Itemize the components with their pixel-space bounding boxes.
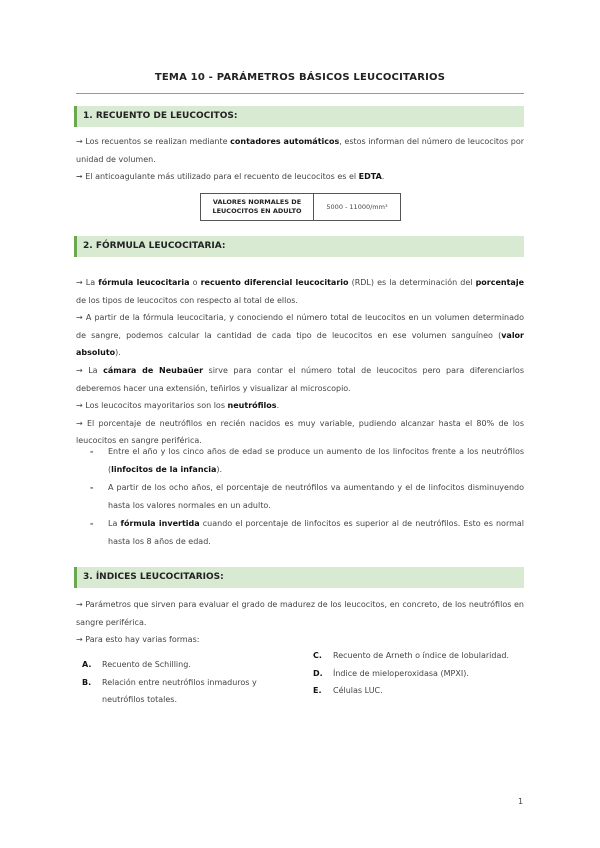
table-label-cell: VALORES NORMALES DE LEUCOCITOS EN ADULTO: [201, 194, 314, 221]
methods-list-right: [313, 647, 524, 700]
section-heading-indices: 3. ÍNDICES LEUCOCITARIOS:: [74, 567, 524, 588]
section-heading-formula: 2. FÓRMULA LEUCOCITARIA:: [74, 236, 524, 257]
table-value-cell: 5000 - 11000/mm³: [314, 194, 401, 221]
list-letter: E.: [313, 686, 322, 696]
bold-term: contadores automáticos: [230, 137, 340, 146]
bold-term: EDTA: [358, 172, 382, 182]
list-letter: A.: [82, 660, 92, 669]
text-run: ).: [216, 464, 223, 474]
text-run: → Parámetros que sirven para evaluar el grado de madurez de los leucocitos, en concreto, de los neutrófilos en sangre periférica.: [76, 600, 524, 627]
paragraph: [76, 309, 524, 362]
list-item: [82, 674, 282, 709]
bold-term: neutrófilos: [227, 401, 277, 411]
bullet-item: [90, 443, 524, 478]
text-run: de los tipos de leucocitos con respecto al total de ellos.: [76, 295, 298, 305]
paragraph: [76, 274, 524, 309]
text-run: → La: [76, 278, 99, 287]
text-run: o: [189, 278, 201, 287]
list-letter: C.: [313, 651, 322, 660]
list-item: [313, 665, 524, 683]
section-3-body: [76, 596, 524, 649]
text-run: , estos informan del número de leucocitos por unidad de volumen.: [76, 137, 525, 164]
text-run: → Los recuentos se realizan mediante: [76, 137, 231, 146]
list-text: Recuento de Arneth o índice de lobularidad.: [333, 651, 510, 660]
list-text: Relación entre neutrófilos inmaduros y neutrófilos totales.: [102, 677, 257, 705]
paragraph: [76, 168, 524, 186]
section-1-body: [76, 133, 524, 186]
paragraph: [76, 362, 524, 397]
bullet-item: [90, 515, 524, 550]
text-run: Entre el año y los cinco años de edad se produce un aumento de los linfocitos frente a los neutrófilos (: [108, 447, 524, 474]
text-run: → Los leucocitos mayoritarios son los: [76, 401, 228, 411]
text-run: .: [381, 172, 385, 182]
list-text: Índice de mieloperoxidasa (MPXI).: [333, 668, 469, 678]
bold-term: cámara de Neubaüer: [103, 365, 204, 375]
text-run: A partir de los ocho años, el porcentaje de neutrófilos va aumentando y el de linfocitos disminuyendo hasta los valores normales en un adulto.: [108, 483, 524, 510]
bold-term: fórmula leucocitaria: [98, 278, 190, 287]
bold-term: valor absoluto: [76, 330, 524, 358]
bold-term: linfocitos de la infancia: [111, 464, 217, 474]
text-run: → Para esto hay varias formas:: [76, 635, 200, 645]
text-run: → La: [76, 365, 104, 375]
page-number: 1: [518, 797, 524, 806]
text-run: La: [108, 519, 121, 529]
bullet-item: [90, 479, 524, 514]
normal-values-table: [200, 193, 401, 221]
bold-term: recuento diferencial leucocitario: [200, 278, 349, 287]
list-item: [313, 682, 524, 700]
text-run: sirve para contar el número total de leucocitos pero para diferenciarlos deberemos hacer una extensión, teñirlos y visualizar al microscopio.: [76, 365, 524, 393]
text-run: ).: [115, 348, 121, 358]
text-run: (RDL) es la determinación del: [348, 278, 476, 287]
list-text: Células LUC.: [333, 686, 383, 696]
paragraph: [76, 596, 524, 631]
section-heading-recuento: 1. RECUENTO DE LEUCOCITOS:: [74, 106, 524, 127]
text-run: → El porcentaje de neutrófilos en recién nacidos es muy variable, pudiendo alcanzar hasta el 80% de los leucocitos en sangre periférica.: [76, 418, 524, 446]
paragraph: [76, 397, 524, 415]
section-2-body: [76, 274, 524, 450]
bold-term: fórmula invertida: [120, 519, 200, 529]
bullet-list: [90, 443, 524, 552]
list-text: Recuento de Schilling.: [102, 660, 191, 669]
text-run: → A partir de la fórmula leucocitaria, y conociendo el número total de leucocitos en un volumen determinado de sangre, podemos calcular la cantidad de cada tipo de leucocitos en ese volumen sanguíneo (: [76, 313, 524, 340]
title-divider: [76, 93, 524, 94]
paragraph: [76, 133, 524, 168]
bold-term: porcentaje: [475, 278, 524, 287]
list-letter: B.: [82, 677, 92, 687]
list-item: [82, 656, 282, 674]
document-title: TEMA 10 - PARÁMETROS BÁSICOS LEUCOCITARIOS: [154, 72, 446, 83]
text-run: cuando el porcentaje de linfocitos es superior al de neutrófilos. Esto es normal hasta los 8 años de edad.: [108, 519, 525, 546]
list-letter: D.: [313, 668, 323, 678]
methods-list-left: [82, 656, 282, 709]
text-run: ➞ El anticoagulante más utilizado para el recuento de leucocitos es el: [76, 172, 359, 182]
list-item: [313, 647, 524, 665]
text-run: .: [276, 401, 280, 411]
